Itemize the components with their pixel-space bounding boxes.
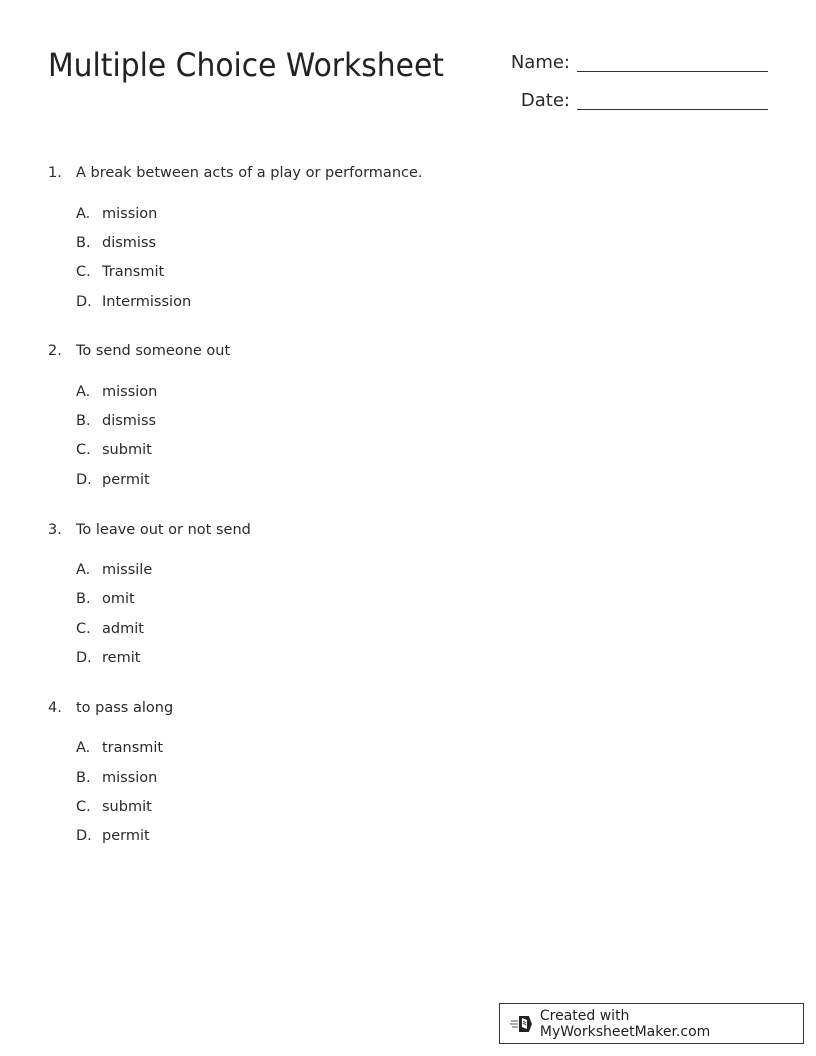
question-text: to pass along <box>76 700 174 716</box>
question-number: 3. <box>48 522 62 538</box>
option-c <box>76 797 152 817</box>
footer-text: Created with MyWorksheetMaker.com <box>539 1007 711 1040</box>
option-text: mission <box>102 384 158 400</box>
option-b <box>76 589 135 609</box>
option-letter: A. <box>76 384 91 400</box>
option-text: dismiss <box>102 413 157 429</box>
date-line <box>577 109 768 110</box>
option-letter: A. <box>76 562 91 578</box>
option-text: mission <box>102 206 158 222</box>
option-letter: C. <box>76 442 91 458</box>
question-1 <box>48 163 748 310</box>
question-2 <box>48 341 748 488</box>
question-number: 2. <box>48 343 62 359</box>
option-a <box>76 560 152 580</box>
option-letter: B. <box>76 770 91 786</box>
option-text: mission <box>102 770 158 786</box>
question-text: To leave out or not send <box>76 522 251 538</box>
option-letter: A. <box>76 206 91 222</box>
name-field <box>500 52 768 74</box>
page-title: Multiple Choice Worksheet <box>48 46 444 84</box>
option-text: Intermission <box>102 294 192 310</box>
date-label: Date: <box>520 90 570 111</box>
option-text: dismiss <box>102 235 157 251</box>
option-d <box>76 292 191 312</box>
option-c <box>76 619 144 639</box>
option-text: omit <box>102 591 135 607</box>
option-text: submit <box>102 442 152 458</box>
option-d <box>76 648 140 668</box>
option-d <box>76 470 150 490</box>
footer-badge[interactable] <box>499 1003 804 1044</box>
option-letter: B. <box>76 235 91 251</box>
option-text: missile <box>102 562 153 578</box>
question-text: A break between acts of a play or performance. <box>76 165 423 181</box>
name-line <box>577 71 768 72</box>
option-letter: C. <box>76 621 91 637</box>
worksheet-maker-logo-icon <box>510 1014 534 1034</box>
option-text: permit <box>102 828 150 844</box>
option-text: remit <box>102 650 141 666</box>
option-letter: A. <box>76 740 91 756</box>
option-b <box>76 768 157 788</box>
option-letter: D. <box>76 472 92 488</box>
option-letter: C. <box>76 264 91 280</box>
question-number: 1. <box>48 165 62 181</box>
option-d <box>76 826 150 846</box>
option-text: submit <box>102 799 152 815</box>
option-a <box>76 382 157 402</box>
name-label: Name: <box>510 52 570 73</box>
question-number: 4. <box>48 700 62 716</box>
option-c <box>76 262 164 282</box>
option-text: admit <box>102 621 144 637</box>
question-3 <box>48 520 748 666</box>
option-text: transmit <box>102 740 164 756</box>
option-letter: D. <box>76 828 92 844</box>
option-a <box>76 738 163 758</box>
option-b <box>76 233 156 253</box>
option-b <box>76 411 156 431</box>
question-text: To send someone out <box>76 343 231 359</box>
question-4 <box>48 698 748 844</box>
option-letter: D. <box>76 294 92 310</box>
option-c <box>76 440 152 460</box>
option-letter: B. <box>76 413 91 429</box>
date-field <box>500 90 768 112</box>
option-text: permit <box>102 472 150 488</box>
option-text: Transmit <box>102 264 165 280</box>
option-letter: B. <box>76 591 91 607</box>
option-letter: D. <box>76 650 92 666</box>
option-a <box>76 204 157 224</box>
option-letter: C. <box>76 799 91 815</box>
